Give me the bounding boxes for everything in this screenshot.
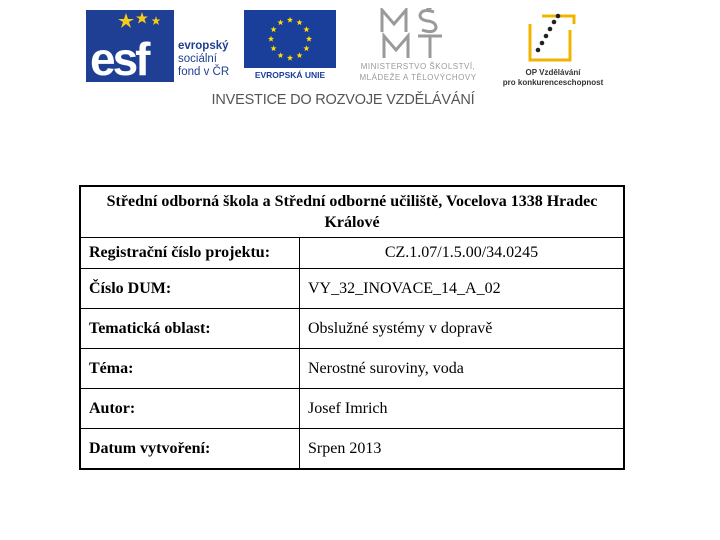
esf-logo-text (178, 40, 229, 79)
eu-star-icon (296, 52, 302, 58)
row-label: Téma: (80, 349, 300, 389)
eu-star-icon (306, 36, 312, 42)
eu-star-icon (271, 45, 277, 51)
eu-star-icon (303, 26, 309, 32)
eu-stars-icon (244, 10, 336, 68)
table-row (80, 309, 624, 349)
row-value: Obslužné systémy v dopravě (300, 309, 625, 349)
esf-letters: esf (90, 33, 148, 85)
eu-flag-icon (244, 10, 336, 68)
esf-logo (86, 10, 236, 85)
registration-label: Registrační číslo projektu: (80, 238, 300, 269)
msmt-text-1: MINISTERSTVO ŠKOLSTVÍ, (360, 62, 476, 71)
row-label: Datum vytvoření: (80, 429, 300, 470)
esf-line-1: evropský (178, 40, 229, 52)
eu-star-icon (268, 36, 274, 42)
eu-star-icon (287, 17, 293, 23)
msmt-logo (340, 8, 496, 84)
logo-banner (0, 0, 720, 120)
msmt-mark-icon (376, 8, 456, 60)
registration-row (80, 238, 624, 269)
eu-star-icon (287, 55, 293, 61)
msmt-text-2: MLÁDEŽE A TĚLOVÝCHOVY (359, 73, 477, 82)
school-name: Střední odborná škola a Střední odborné učiliště, Vocelova 1338 Hradec Králové (80, 186, 624, 238)
table-row (80, 429, 624, 470)
eu-logo (244, 10, 336, 82)
esf-line-2: sociální (178, 53, 217, 65)
school-row (80, 186, 624, 238)
table-row (80, 269, 624, 309)
row-value: VY_32_INOVACE_14_A_02 (300, 269, 625, 309)
esf-line-3: fond v ČR (178, 66, 230, 78)
row-label: Číslo DUM: (80, 269, 300, 309)
op-text-2: pro konkurenceschopnost (502, 78, 604, 87)
row-value: Srpen 2013 (300, 429, 625, 470)
row-value: Nerostné suroviny, voda (300, 349, 625, 389)
esf-logo-mark (86, 10, 174, 85)
registration-value: CZ.1.07/1.5.00/34.0245 (300, 238, 625, 269)
table-row (80, 389, 624, 429)
eu-star-icon (303, 45, 309, 51)
eu-star-icon (296, 19, 302, 25)
eu-star-icon (277, 52, 283, 58)
op-logo (500, 10, 606, 86)
row-label: Autor: (80, 389, 300, 429)
row-value: Josef Imrich (300, 389, 625, 429)
op-text-1: OP Vzdělávání (525, 68, 581, 77)
op-mark-icon (520, 10, 580, 66)
table-row (80, 349, 624, 389)
tagline: INVESTICE DO ROZVOJE VZDĚLÁVÁNÍ (211, 92, 475, 108)
eu-star-icon (277, 19, 283, 25)
eu-star-icon (271, 26, 277, 32)
row-label: Tematická oblast: (80, 309, 300, 349)
project-info-table (79, 185, 625, 470)
eu-caption: EVROPSKÁ UNIE (254, 70, 326, 80)
